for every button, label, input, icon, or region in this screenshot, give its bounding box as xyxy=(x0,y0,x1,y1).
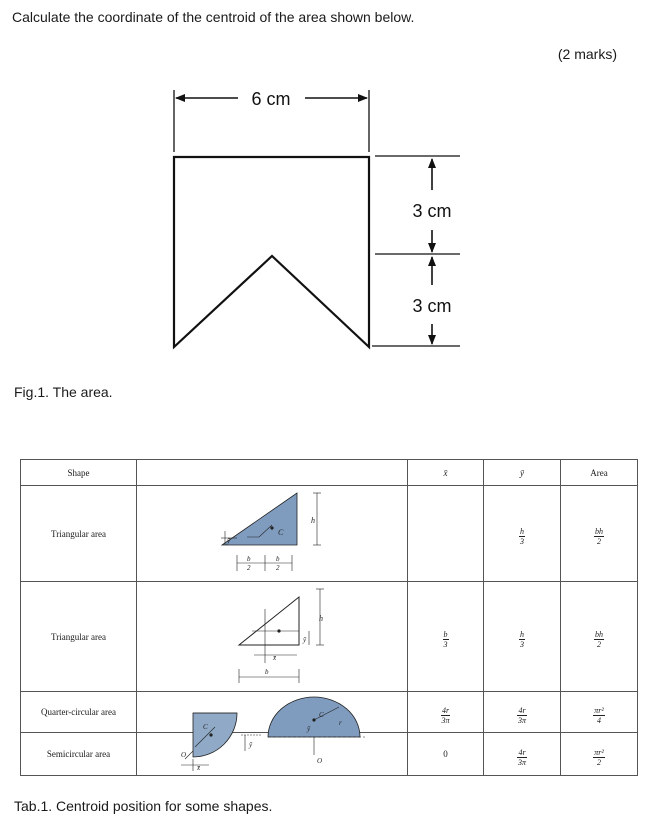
lower-height-label: 3 cm xyxy=(412,296,452,316)
header-shape: Shape xyxy=(21,460,137,486)
header-area: Area xyxy=(561,460,638,486)
row3-xbar: $\frac{4r}{3\pi}$ xyxy=(408,692,484,733)
svg-text:b: b xyxy=(247,555,251,563)
row1-ybar: $\frac{h}{3}$ xyxy=(484,486,561,582)
header-diagram xyxy=(137,460,408,486)
header-ybar: ȳ xyxy=(484,460,561,486)
svg-text:ȳ: ȳ xyxy=(227,537,231,545)
svg-text:2: 2 xyxy=(247,564,251,572)
row4-area: $\frac{\text{πr²}}{2}$ xyxy=(561,733,638,776)
table-header-row xyxy=(21,460,638,486)
row3-shape: Quarter-circular area xyxy=(21,692,137,733)
svg-text:b: b xyxy=(265,668,269,676)
row1-xbar xyxy=(408,486,484,582)
svg-text:r: r xyxy=(339,719,342,727)
header-xbar: x̄ xyxy=(408,460,484,486)
svg-text:ȳ: ȳ xyxy=(303,636,307,644)
svg-text:ȳ: ȳ xyxy=(249,741,253,749)
row4-xbar: 0 xyxy=(408,733,484,776)
svg-text:x̄: x̄ xyxy=(273,654,277,662)
row1-shape: Triangular area xyxy=(21,486,137,582)
svg-text:O: O xyxy=(181,751,187,759)
svg-text:b: b xyxy=(276,555,280,563)
area-figure xyxy=(160,80,480,360)
row2-area: $\frac{bh}{2}$ xyxy=(561,582,638,692)
svg-text:C: C xyxy=(319,711,324,719)
svg-text:h: h xyxy=(311,516,315,525)
figure-caption: Fig.1. The area. xyxy=(14,384,113,400)
shape-diagrams xyxy=(137,485,408,777)
row1-area: $\frac{bh}{2}$ xyxy=(561,486,638,582)
marks-label: (2 marks) xyxy=(557,46,617,62)
shape-outline xyxy=(174,157,369,347)
row3-area: $\frac{\text{πr²}}{4}$ xyxy=(561,692,638,733)
semicircle-diagram xyxy=(268,697,365,765)
row2-xbar: $\frac{b}{3}$ xyxy=(408,582,484,692)
svg-text:ȳ: ȳ xyxy=(307,725,311,733)
svg-text:2: 2 xyxy=(276,564,280,572)
row2-shape: Triangular area xyxy=(21,582,137,692)
triangle-diagram-2 xyxy=(239,589,324,683)
triangle-diagram-1 xyxy=(221,493,321,572)
quarter-circle-diagram xyxy=(181,713,262,772)
row2-ybar: $\frac{h}{3}$ xyxy=(484,582,561,692)
svg-text:h: h xyxy=(319,614,323,623)
svg-text:C: C xyxy=(278,528,284,537)
question-text: Calculate the coordinate of the centroid of the area shown below. xyxy=(12,9,415,25)
row3-ybar: $\frac{4r}{3\pi}$ xyxy=(484,692,561,733)
upper-height-label: 3 cm xyxy=(412,201,452,221)
row4-shape: Semicircular area xyxy=(21,733,137,776)
row4-ybar: $\frac{4r}{3\pi}$ xyxy=(484,733,561,776)
svg-text:x̄: x̄ xyxy=(197,764,201,772)
width-label: 6 cm xyxy=(251,89,291,109)
svg-text:O: O xyxy=(317,757,323,765)
svg-text:C: C xyxy=(203,723,208,731)
table-caption: Tab.1. Centroid position for some shapes. xyxy=(14,798,273,814)
